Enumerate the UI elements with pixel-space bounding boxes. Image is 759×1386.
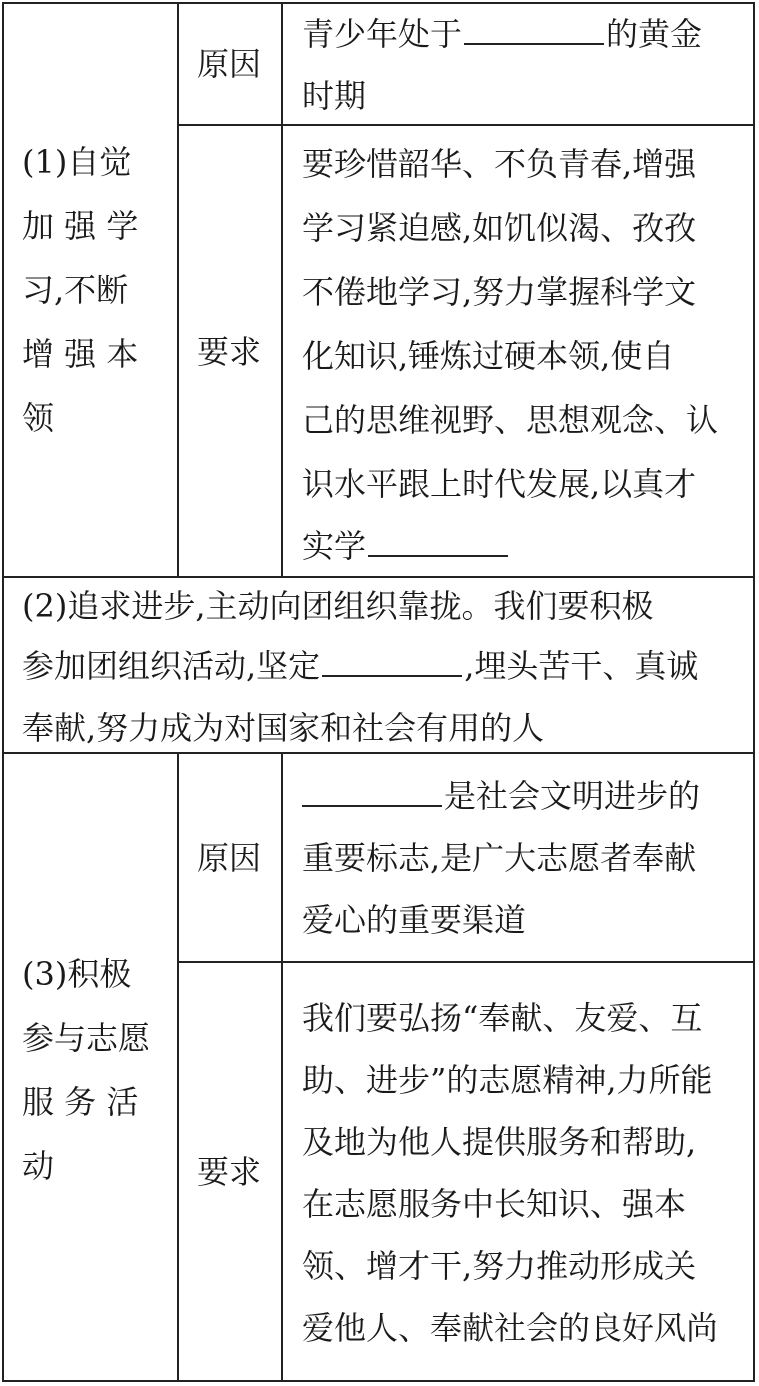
section1-label-line: 领 <box>22 399 55 437</box>
reason-suffix: 是社会文明进步的 <box>444 777 701 815</box>
section3-req-line: 助、进步”的志愿精神,力所能 <box>302 1061 713 1099</box>
section2-line3: 奉献,努力成为对国家和社会有用的人 <box>22 709 545 747</box>
req-last-prefix: 实学 <box>302 527 367 565</box>
section1-reason-label: 原因 <box>197 45 262 83</box>
answer-blank <box>368 525 508 557</box>
section3-reason-line1 <box>302 764 700 828</box>
answer-blank <box>464 13 604 45</box>
section1-req-line: 识水平跟上时代发展,以真才 <box>302 465 697 503</box>
answer-blank <box>302 775 442 807</box>
section1-label <box>22 130 138 450</box>
reason-suffix: 的黄金 <box>606 15 703 53</box>
section1-req-line: 不倦地学习,努力掌握科学文 <box>302 273 697 311</box>
section1-label-line: 加 强 学 <box>22 207 139 245</box>
section1-reason-line2: 时期 <box>302 77 367 115</box>
section3-req-line: 及地为他人提供服务和帮助, <box>302 1123 697 1161</box>
section2-line2 <box>22 634 698 698</box>
section1-req-line: 学习紧迫感,如饥似渴、孜孜 <box>302 209 697 247</box>
section3-req-line: 领、增才干,努力推动形成关 <box>302 1247 697 1285</box>
section1-label-line: 增 强 本 <box>22 335 139 373</box>
section1-req-line: 化知识,锤炼过硬本领,使自 <box>302 337 675 375</box>
section3-label-line: (3)积极 <box>22 955 132 993</box>
section1-req-line: 要珍惜韶华、不负青春,增强 <box>302 145 697 183</box>
section3-label <box>22 942 150 1198</box>
section1-reason-line1 <box>302 2 702 66</box>
col-divider-1a <box>177 2 179 576</box>
section3-reason-line2: 重要标志,是广大志愿者奉献 <box>302 839 697 877</box>
section1-req-line: 己的思维视野、思想观念、认 <box>302 401 719 439</box>
row-divider-s3-reason <box>177 961 755 963</box>
section1-label-line: 习,不断 <box>22 271 129 309</box>
col-divider-1b <box>177 752 179 1382</box>
reason-prefix: 青少年处于 <box>302 15 463 53</box>
section2-suffix: ,埋头苦干、真诚 <box>464 647 699 685</box>
row-divider-s1-reason <box>177 124 755 126</box>
col-divider-2a <box>281 2 283 576</box>
section1-label-line: (1)自觉 <box>22 143 132 181</box>
section3-label-line: 参与志愿 <box>22 1019 151 1057</box>
section3-reason-label: 原因 <box>197 839 262 877</box>
col-divider-2b <box>281 752 283 1382</box>
section1-req-last-line <box>302 514 510 578</box>
section3-req-line: 在志愿服务中长知识、强本 <box>302 1185 687 1223</box>
section1-req-label: 要求 <box>197 333 262 371</box>
section3-reason-line3: 爱心的重要渠道 <box>302 901 527 939</box>
section3-label-line: 动 <box>22 1147 55 1185</box>
answer-blank <box>322 645 462 677</box>
section3-req-line: 爱他人、奉献社会的良好风尚 <box>302 1309 719 1347</box>
section3-req-label: 要求 <box>197 1153 262 1191</box>
section2-line1: (2)追求进步,主动向团组织靠拢。我们要积极 <box>22 587 654 625</box>
section3-label-line: 服 务 活 <box>22 1083 139 1121</box>
section2-prefix: 参加团组织活动,坚定 <box>22 647 321 685</box>
section3-req-line: 我们要弘扬“奉献、友爱、互 <box>302 999 703 1037</box>
